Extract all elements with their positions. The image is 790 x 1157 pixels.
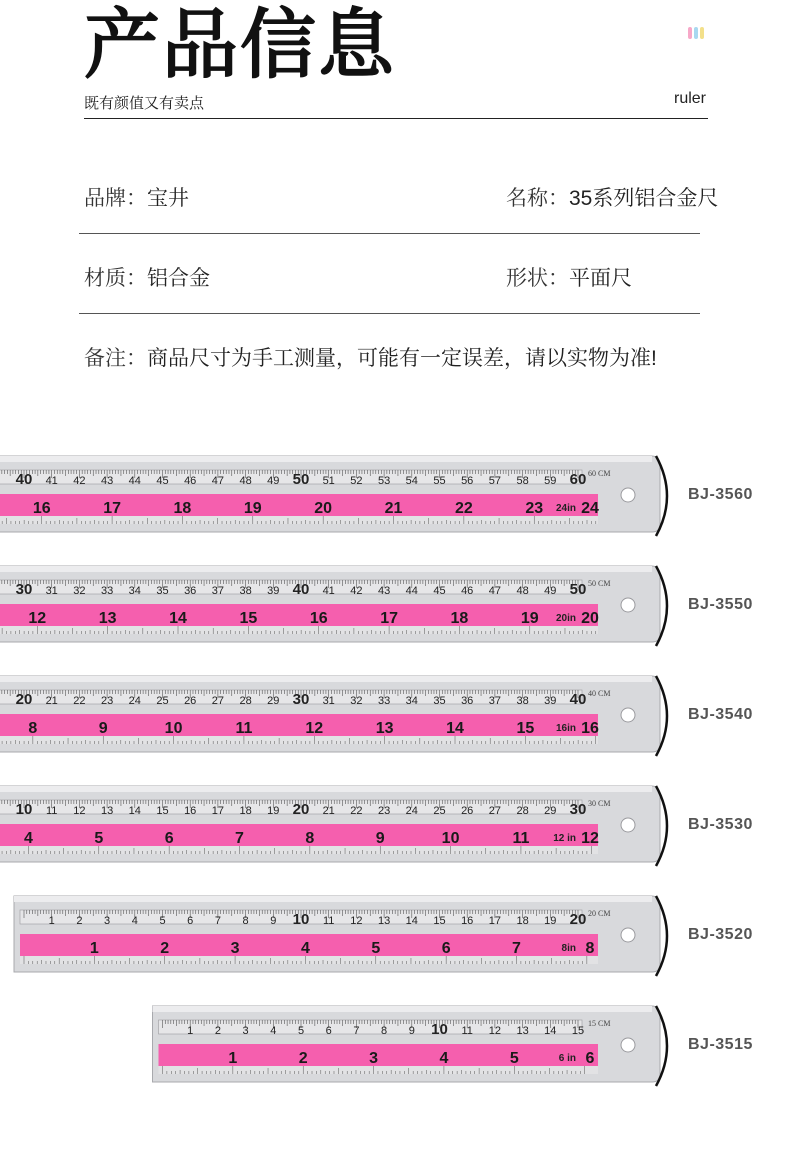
brand-info [84, 182, 189, 212]
cm-tick-label: 4 [131, 915, 138, 927]
inch-tick-label: 12 [305, 720, 324, 737]
note-label: 备注： [84, 347, 147, 370]
cm-tick-label: 21 [45, 695, 58, 707]
cm-tick-label: 33 [377, 695, 391, 707]
cm-tick-label: 33 [100, 585, 114, 597]
cm-tick-label: 12 [350, 915, 363, 927]
cm-tick-label: 32 [350, 695, 363, 707]
ruler-bj-3540 [0, 672, 790, 760]
cm-tick-label: 13 [100, 805, 114, 817]
inch-tick-label: 16 [581, 720, 599, 737]
inch-tick-label: 3 [369, 1050, 379, 1067]
cm-tick-label: 53 [377, 475, 391, 487]
cm-tick-label: 55 [433, 475, 446, 487]
cm-tick-label: 8 [381, 1025, 388, 1037]
inch-tick-label: 20 [314, 500, 333, 517]
cm-tick-label: 18 [516, 915, 529, 927]
cm-tick-label: 59 [544, 475, 557, 487]
inch-tick-label: 23 [525, 500, 544, 517]
cm-tick-label: 40 [15, 471, 33, 488]
accent-dot [700, 27, 704, 39]
cm-tick-label: 36 [461, 695, 474, 707]
shape-info [506, 262, 632, 292]
inch-tick-label: 17 [103, 500, 121, 517]
ruler-bj-3515 [0, 1002, 790, 1090]
hanging-hole [621, 598, 635, 612]
model-label: BJ-3550 [688, 596, 753, 613]
ruler-bj-3530 [0, 782, 790, 870]
ruler-graphic [0, 672, 790, 760]
cm-tick-label: 38 [239, 585, 252, 597]
model-label: BJ-3540 [688, 706, 753, 723]
cm-tick-label: 39 [544, 695, 557, 707]
cm-tick-label: 56 [461, 475, 474, 487]
ruler-graphic [0, 452, 790, 540]
inch-tick-label: 24 [581, 500, 599, 517]
cm-tick-label: 38 [516, 695, 529, 707]
cm-tick-label: 26 [461, 805, 474, 817]
cm-tick-label: 57 [488, 475, 502, 487]
model-label: BJ-3520 [688, 926, 753, 943]
cm-tick-label: 42 [73, 475, 86, 487]
accent-dot [694, 27, 698, 39]
inch-tick-label: 9 [375, 830, 385, 847]
inch-tick-label: 18 [450, 610, 469, 627]
cm-tick-label: 30 [15, 581, 33, 598]
accent-dots [688, 26, 708, 40]
cm-tick-label: 15 [571, 1025, 585, 1037]
inch-tick-label: 19 [243, 500, 262, 517]
cm-tick-label: 42 [350, 585, 363, 597]
cm-tick-label: 54 [405, 475, 418, 487]
inch-tick-label: 10 [164, 720, 183, 737]
inch-tick-label: 4 [300, 940, 310, 957]
cm-tick-label: 43 [100, 475, 114, 487]
inch-tick-label: 14 [446, 720, 464, 737]
cm-tick-label: 25 [156, 695, 169, 707]
note-value: 商品尺寸为手工测量，可能有一定误差，请以实物为准! [147, 347, 657, 370]
cm-tick-label: 36 [184, 585, 197, 597]
cm-tick-label: 22 [350, 805, 363, 817]
cm-tick-label: 19 [267, 805, 280, 817]
cm-tick-label: 5 [297, 1025, 305, 1037]
cm-tick-label: 11 [461, 1025, 473, 1037]
cm-tick-label: 10 [431, 1021, 448, 1038]
inch-tick-label: 13 [375, 720, 394, 737]
cm-tick-label: 1 [48, 915, 55, 927]
inch-tick-label: 15 [239, 610, 258, 627]
cm-unit-label: 30 CM [588, 799, 611, 808]
inch-tick-label: 3 [230, 940, 240, 957]
inch-unit-label: 16in [555, 723, 576, 734]
inch-tick-label: 6 [585, 1050, 595, 1067]
cm-tick-label: 30 [292, 691, 310, 708]
inch-tick-label: 8 [585, 940, 595, 957]
inch-tick-label: 19 [520, 610, 539, 627]
cm-tick-label: 24 [405, 805, 418, 817]
page-title: 产品信息 [84, 3, 396, 88]
model-label: BJ-3560 [688, 486, 753, 503]
cm-tick-label: 14 [544, 1025, 557, 1037]
inch-tick-label: 17 [380, 610, 398, 627]
cm-tick-label: 15 [156, 805, 169, 817]
cm-tick-label: 12 [488, 1025, 502, 1037]
cm-tick-label: 10 [15, 801, 33, 818]
header-divider [84, 118, 708, 119]
cm-tick-label: 40 [292, 581, 310, 598]
cm-tick-label: 35 [433, 695, 446, 707]
inch-scale-band [0, 824, 598, 846]
cm-tick-label: 17 [211, 805, 225, 817]
cm-tick-label: 29 [544, 805, 557, 817]
shape-value: 平面尺 [569, 267, 632, 290]
inch-tick-label: 1 [228, 1050, 238, 1067]
cm-tick-label: 24 [128, 695, 141, 707]
inch-tick-label: 10 [441, 830, 460, 847]
inch-unit-label: 24in [555, 503, 576, 514]
cm-tick-label: 46 [184, 475, 197, 487]
model-label: BJ-3530 [688, 816, 753, 833]
shape-label: 形状： [506, 267, 569, 290]
inch-unit-label: 6 in [558, 1053, 576, 1064]
info-divider-1 [79, 233, 700, 234]
material-label: 材质： [84, 267, 147, 290]
cm-tick-label: 6 [187, 915, 194, 927]
cm-tick-label: 34 [128, 585, 141, 597]
cm-tick-label: 34 [405, 695, 418, 707]
cm-tick-label: 9 [408, 1025, 415, 1037]
cm-unit-label: 50 CM [588, 579, 611, 588]
cm-tick-label: 58 [516, 475, 529, 487]
cm-tick-label: 43 [377, 585, 391, 597]
cm-tick-label: 10 [292, 911, 310, 928]
cm-tick-label: 39 [267, 585, 280, 597]
hanging-hole [621, 1038, 635, 1052]
hanging-hole [621, 928, 635, 942]
ruler-bj-3520 [0, 892, 790, 980]
inch-tick-label: 11 [512, 830, 530, 847]
inch-tick-label: 16 [309, 610, 328, 627]
cm-tick-label: 14 [405, 915, 418, 927]
cm-tick-label: 21 [322, 805, 335, 817]
cm-tick-label: 16 [461, 915, 474, 927]
material-value: 铝合金 [147, 267, 210, 290]
cm-tick-label: 44 [128, 475, 141, 487]
inch-tick-label: 1 [89, 940, 99, 957]
cm-tick-label: 29 [267, 695, 280, 707]
cm-unit-label: 60 CM [588, 469, 611, 478]
cm-tick-label: 15 [433, 915, 446, 927]
cm-tick-label: 41 [322, 585, 335, 597]
cm-tick-label: 40 [569, 691, 587, 708]
cm-tick-label: 44 [405, 585, 418, 597]
cm-tick-label: 31 [45, 585, 58, 597]
cm-tick-label: 45 [433, 585, 446, 597]
cm-tick-label: 11 [322, 915, 335, 927]
cm-tick-label: 4 [270, 1025, 277, 1037]
page-tag: ruler [673, 90, 706, 107]
cm-unit-label: 40 CM [588, 689, 611, 698]
ruler-graphic [0, 782, 790, 870]
cm-tick-label: 2 [214, 1025, 221, 1037]
cm-tick-label: 49 [544, 585, 557, 597]
inch-tick-label: 8 [305, 830, 315, 847]
name-value: 35系列铝合金尺 [569, 187, 719, 210]
name-info [506, 182, 718, 212]
cm-tick-label: 46 [461, 585, 474, 597]
model-label: BJ-3515 [688, 1036, 753, 1053]
cm-tick-label: 52 [350, 475, 363, 487]
ruler-graphic [0, 892, 790, 980]
hanging-hole [621, 818, 635, 832]
cm-tick-label: 48 [239, 475, 252, 487]
inch-tick-label: 7 [512, 940, 521, 957]
cm-tick-label: 28 [516, 805, 529, 817]
ruler-bj-3550 [0, 562, 790, 650]
inch-scale-band [159, 1044, 599, 1066]
inch-tick-label: 8 [28, 720, 38, 737]
inch-tick-label: 7 [235, 830, 244, 847]
cm-tick-label: 2 [76, 915, 83, 927]
cm-tick-label: 27 [211, 695, 225, 707]
cm-tick-label: 20 [292, 801, 310, 818]
ruler-graphic [0, 562, 790, 650]
inch-tick-label: 5 [371, 940, 381, 957]
cm-tick-label: 5 [159, 915, 166, 927]
cm-tick-label: 9 [270, 915, 277, 927]
cm-tick-label: 50 [569, 581, 587, 598]
inch-tick-label: 4 [23, 830, 33, 847]
inch-scale-band [0, 604, 598, 626]
cm-tick-label: 47 [211, 475, 225, 487]
inch-tick-label: 2 [160, 940, 170, 957]
inch-tick-label: 5 [94, 830, 104, 847]
hanging-hole [621, 488, 635, 502]
name-label: 名称： [506, 187, 569, 210]
cm-tick-label: 7 [353, 1025, 360, 1037]
cm-tick-label: 20 [15, 691, 33, 708]
cm-tick-label: 18 [239, 805, 252, 817]
inch-tick-label: 15 [516, 720, 535, 737]
cm-tick-label: 48 [516, 585, 529, 597]
inch-tick-label: 2 [298, 1050, 308, 1067]
cm-tick-label: 37 [488, 695, 502, 707]
inch-tick-label: 21 [384, 500, 403, 517]
note-info [84, 342, 657, 372]
cm-tick-label: 25 [433, 805, 446, 817]
ruler-bj-3560 [0, 452, 790, 540]
cm-tick-label: 6 [325, 1025, 332, 1037]
inch-unit-label: 12 in [553, 833, 576, 844]
inch-tick-label: 16 [32, 500, 51, 517]
inch-tick-label: 14 [169, 610, 187, 627]
cm-tick-label: 23 [100, 695, 114, 707]
cm-tick-label: 22 [73, 695, 86, 707]
cm-unit-label: 15 CM [588, 1019, 611, 1028]
cm-tick-label: 30 [569, 801, 587, 818]
inch-tick-label: 20 [581, 610, 599, 627]
cm-tick-label: 26 [184, 695, 197, 707]
brand-value: 宝井 [147, 187, 189, 210]
inch-tick-label: 11 [235, 720, 253, 737]
inch-tick-label: 18 [173, 500, 192, 517]
cm-tick-label: 13 [377, 915, 391, 927]
inch-tick-label: 4 [439, 1050, 449, 1067]
cm-tick-label: 3 [104, 915, 111, 927]
cm-tick-label: 1 [187, 1025, 194, 1037]
cm-tick-label: 8 [242, 915, 249, 927]
inch-tick-label: 13 [98, 610, 117, 627]
cm-tick-label: 27 [488, 805, 502, 817]
cm-tick-label: 20 [569, 911, 587, 928]
inch-tick-label: 6 [164, 830, 174, 847]
cm-tick-label: 51 [322, 475, 335, 487]
cm-tick-label: 47 [488, 585, 502, 597]
inch-scale-band [0, 714, 598, 736]
cm-tick-label: 60 [569, 471, 587, 488]
info-divider-2 [79, 313, 700, 314]
inch-tick-label: 22 [454, 500, 473, 517]
accent-dot [688, 27, 692, 39]
cm-tick-label: 17 [488, 915, 502, 927]
hanging-hole [621, 708, 635, 722]
inch-unit-label: 8in [561, 943, 576, 954]
inch-tick-label: 5 [509, 1050, 519, 1067]
inch-tick-label: 12 [28, 610, 47, 627]
cm-tick-label: 13 [516, 1025, 529, 1037]
cm-tick-label: 31 [322, 695, 335, 707]
ruler-graphic [0, 1002, 790, 1090]
ruler-gallery [0, 440, 790, 1100]
cm-tick-label: 37 [211, 585, 225, 597]
page-subtitle: 既有颜值又有卖点 [84, 95, 205, 112]
inch-tick-label: 12 [581, 830, 599, 847]
brand-label: 品牌： [84, 187, 147, 210]
inch-unit-label: 20in [555, 613, 576, 624]
inch-tick-label: 9 [98, 720, 108, 737]
cm-tick-label: 35 [156, 585, 169, 597]
cm-tick-label: 28 [239, 695, 252, 707]
cm-tick-label: 16 [184, 805, 197, 817]
cm-tick-label: 14 [128, 805, 141, 817]
cm-tick-label: 7 [214, 915, 221, 927]
cm-tick-label: 19 [544, 915, 557, 927]
cm-tick-label: 23 [377, 805, 391, 817]
cm-tick-label: 49 [267, 475, 280, 487]
cm-tick-label: 11 [45, 805, 58, 817]
cm-tick-label: 45 [156, 475, 169, 487]
material-info [84, 262, 210, 292]
cm-tick-label: 3 [242, 1025, 249, 1037]
cm-tick-label: 12 [73, 805, 86, 817]
cm-tick-label: 41 [45, 475, 58, 487]
inch-scale-band [0, 494, 598, 516]
cm-tick-label: 50 [292, 471, 310, 488]
cm-tick-label: 32 [73, 585, 86, 597]
cm-unit-label: 20 CM [588, 909, 611, 918]
inch-tick-label: 6 [441, 940, 451, 957]
